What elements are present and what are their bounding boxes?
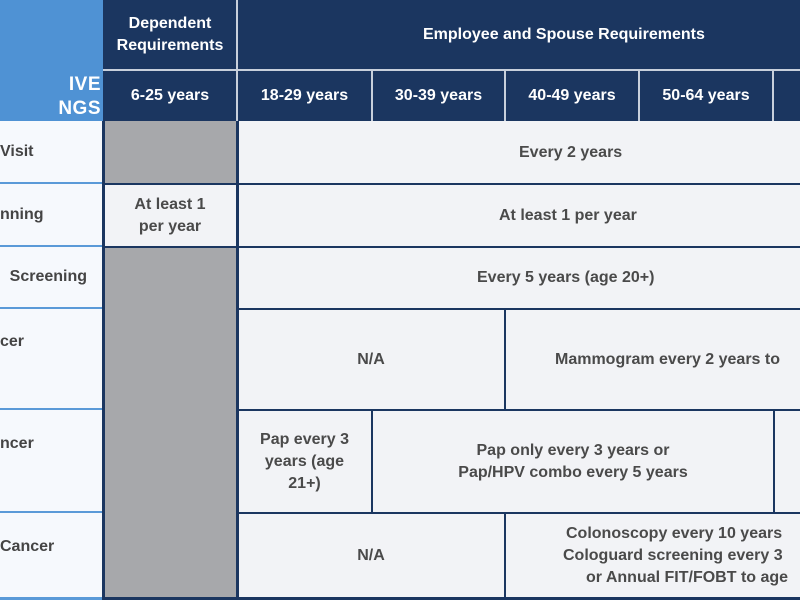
grid-line [237,512,800,514]
age-band-50-64 [639,70,773,121]
row-label-text: ncer [0,435,34,452]
row-label-cholesterol-screening [0,247,103,309]
header-divider [103,69,800,71]
employee-spouse-label: Employee and Spouse Requirements [423,26,705,43]
age-band-30-39 [372,70,505,121]
row-label-wellness-visit [0,121,103,184]
age-band-65-plus [773,70,800,121]
cell-text: At least 1 per year [499,206,637,224]
grid-line [236,121,239,600]
dependent-requirements-header [103,0,237,70]
cervical-cancer-65-plus [774,410,800,513]
row-label-text: cer [0,333,25,350]
age-band-label: 50-64 years [662,86,750,104]
row-label-colorectal-cancer [0,513,103,600]
cell-text: Pap every 3 years (age 21+) [260,430,349,492]
header-divider [772,70,774,121]
employee-spouse-header [237,0,800,70]
cell-text: Pap only every 3 years or Pap/HPV combo every 5 years [458,441,688,481]
colorectal-cancer-45-plus [505,513,800,598]
grid-line [103,183,800,185]
age-band-label: 6-25 years [130,86,210,104]
grid-line [773,410,775,513]
row-label-dental-cleaning [0,184,103,247]
dependent-cell-na [103,247,237,598]
cholesterol-screening-value [237,247,800,309]
breast-cancer-under-40 [237,309,505,410]
cervical-cancer-30-64 [372,410,774,513]
wellness-visit-value [237,121,800,184]
grid-line [237,308,800,310]
grid-line [237,409,800,411]
cervical-cancer-18-29 [237,410,372,513]
age-band-18-29 [237,70,372,121]
breast-cancer-40-plus [505,309,800,410]
corner-header [0,0,103,121]
colorectal-cancer-under-45 [237,513,505,598]
cell-text: N/A [357,350,385,368]
cell-text: Every 5 years (age 20+) [477,269,655,286]
row-label-text: Cancer [0,538,55,555]
header-divider [371,70,373,121]
dependent-dental-text: At least 1 per year [134,195,206,235]
row-label-breast-cancer [0,309,103,410]
cell-text: Mammogram every 2 years to [555,350,780,368]
cell-text: N/A [357,546,385,564]
age-band-label: 18-29 years [260,86,349,104]
header-divider [504,70,506,121]
cell-text-line: Colonoscopy every 10 years [566,524,783,542]
corner-title-line-2: NGS [58,98,101,119]
cell-text-line: or Annual FIT/FOBT to age [586,568,789,586]
cell-text: Every 2 years [519,143,623,161]
cell-text-line: Cologuard screening every 3 [563,546,783,564]
age-band-6-25 [103,70,237,121]
row-label-text: nning [0,205,44,223]
age-band-label: 30-39 years [394,86,483,104]
dependent-cell-na [103,121,237,184]
header-divider [638,70,640,121]
grid-line [504,513,506,598]
row-label-cervical-cancer [0,410,103,513]
grid-line [371,410,373,513]
age-band-label: 40-49 years [528,86,616,104]
header-divider [236,0,238,121]
grid-line [103,246,800,248]
grid-line [504,309,506,410]
row-label-text: Screening [9,268,87,285]
dental-cleaning-value [237,184,800,247]
grid-line [102,121,105,600]
row-label-text: Visit [0,142,34,160]
age-band-40-49 [505,70,639,121]
dependent-cell-dental [103,184,237,247]
corner-title-line-1: IVE [68,74,101,95]
dependent-requirements-label: Dependent Requirements [116,15,224,54]
